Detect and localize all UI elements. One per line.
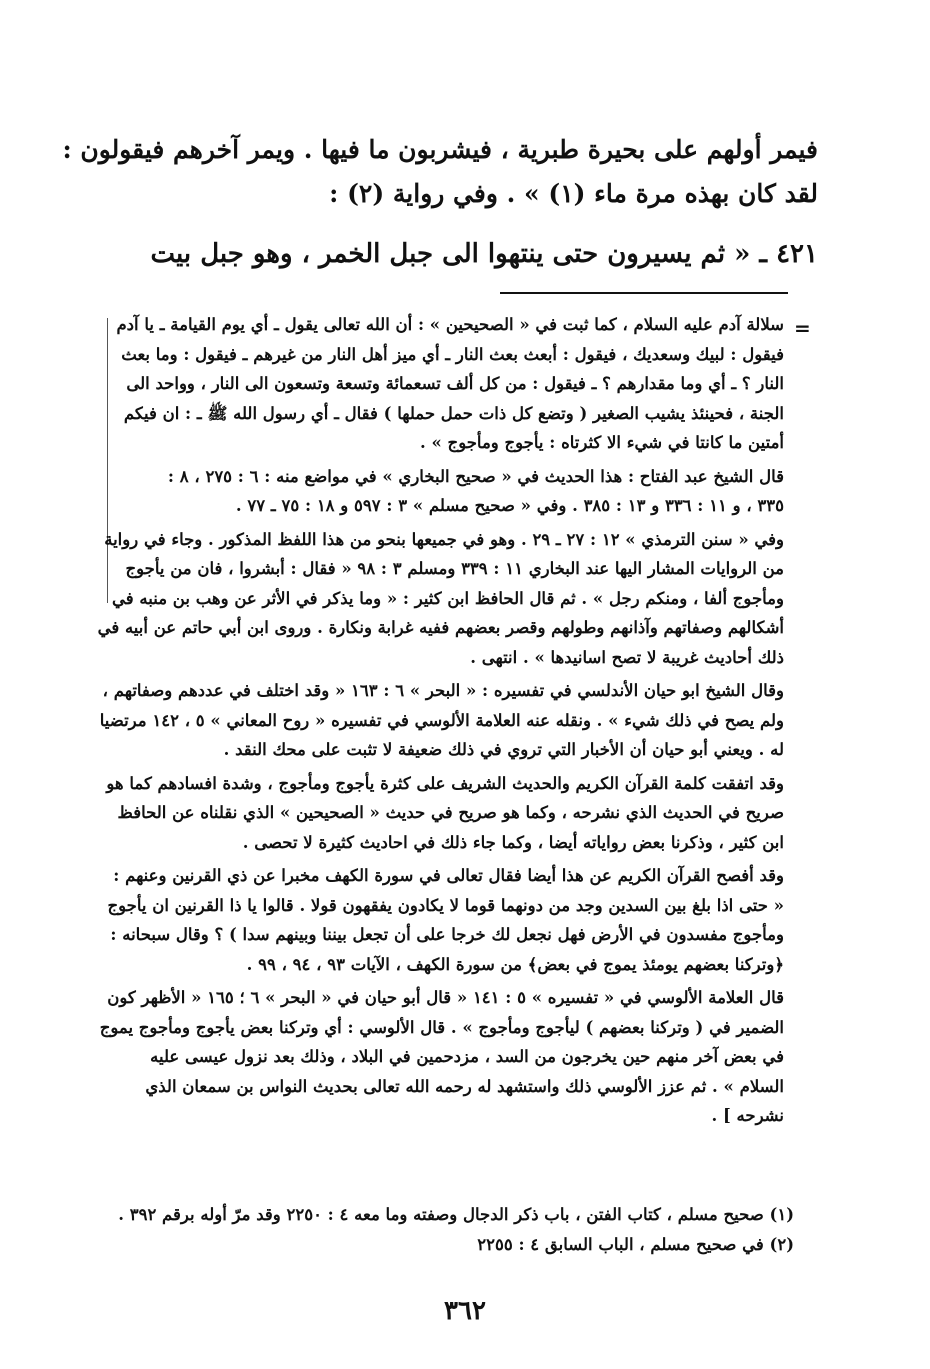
note-line: ٣٣٥ ، و ١١ : ٣٣٦ و ١٣ : ٣٨٥ . وفي « صحيح مسلم » ٣ : ٥٩٧ و ١٨ : ٧٥ ـ ٧٧ . [235, 496, 784, 515]
note-line: وقد اتفقت كلمة القرآن الكريم والحديث الشريف على كثرة يأجوج ومأجوج ، وشدة افسادهم كما هو [106, 773, 784, 793]
note-line: قال الشيخ عبد الفتاح : هذا الحديث في « صحيح البخاري » في مواضع منه : ٦ : ٢٧٥ ، ٨ : [167, 466, 784, 486]
note-paragraph [106, 769, 784, 858]
commentary-notes [97, 310, 784, 1135]
note-line: الضمير في ( وتركنا بعضهم ) ليأجوج ومأجوج » . قال الألوسي : أي وتركنا بعض يأجوج ومأجوج يموج [99, 1017, 784, 1037]
note-line: سلالة آدم عليه السلام ، كما ثبت في « الصحيحين » : أن الله تعالى يقول ـ أي يوم القيامة ـ يا آدم [116, 315, 784, 334]
continuation-marker: = [794, 316, 811, 340]
note-paragraph [99, 983, 784, 1131]
footnotes [94, 1200, 794, 1260]
footnote-2: (٢) في صحيح مسلم ، الباب السابق ٤ : ٢٢٥٥ [477, 1235, 794, 1254]
note-paragraph [109, 861, 784, 979]
note-line: أشكالهم وصفاتهم وآذانهم وطولهم وقصر بعضهم ففيه غرابة ونكارة . وروى ابن أبي حاتم عن أبيه في [97, 618, 784, 637]
note-line: ولم يصح في ذلك شيء » . ونقله عنه العلامة الألوسي في تفسيره « روح المعاني » ٥ ، ١٤٢ مرتضيا [99, 710, 784, 730]
hadith-421-line: ٤٢١ ـ « ثم يسيرون حتى ينتهوا الى جبل الخمر ، وهو جبل بيت [150, 239, 818, 269]
note-line: فيقول : لبيك وسعديك ، فيقول : أبعث بعث النار ـ أي ميز أهل النار من غيرهم ـ فيقول : وما بعث [121, 344, 784, 364]
note-line: وقال الشيخ ابو حيان الأندلسي في تفسيره : « البحر » ٦ : ١٦٣ « وقد اختلف في عددهم وصفاتهم ، [102, 681, 784, 700]
note-line: الجنة ، فحينئذ يشيب الصغير ( وتضع كل ذات حمل حملها ) فقال ـ أي رسول الله ﷺ ـ : ان فيكم [123, 403, 784, 423]
note-line: من الروايات المشار اليها عند البخاري ١١ : ٣٣٩ ومسلم ٣ : ٩٨ « فقال : أبشروا ، فان من يأجوج [125, 559, 784, 578]
main-text-line: لقد كان بهذه مرة ماء (١) » . وفي رواية (٢) : [329, 179, 818, 208]
note-paragraph [109, 462, 784, 521]
page-number: ٣٦٢ [444, 1296, 486, 1326]
margin-vertical-line [107, 318, 108, 603]
note-line: « حتى اذا بلغ بين السدين وجد من دونهما قوما لا يكادون يفقهون قولا . قالوا يا ذا القرنين ان يأجوج [107, 895, 784, 915]
note-line: ذلك أحاديث غريبة لا تصح اسانيدها » . انتهى . [470, 647, 784, 667]
note-line: له . ويعني أبو حيان أن الأخبار التي تروي في ذلك ضعيفة لا تثبت على محك النقد . [223, 740, 784, 759]
note-line: ﴿وتركنا بعضهم يومئذ يموج في بعض﴾ من سورة الكهف ، الآيات ٩٣ ، ٩٤ ، ٩٩ . [246, 954, 784, 974]
note-line: في بعض آخر منهم حين يخرجون من السد ، مزدحمين في البلاد ، وذلك بعد نزول عيسى عليه [150, 1047, 784, 1066]
note-line: ومأجوج ألفا ، ومنكم رجل » . ثم قال الحافظ ابن كثير : « وما يذكر في الأثر عن وهب بن منبه في [112, 588, 784, 608]
note-paragraph [99, 676, 784, 765]
note-line: قال العلامة الألوسي في « تفسيره » ٥ : ١٤١ « قال أبو حيان في « البحر » ٦ ؛ ١٦٥ « الأظهر كون [107, 988, 784, 1007]
note-line: نشرحه ] . [711, 1106, 784, 1125]
note-paragraph [97, 525, 784, 673]
note-line: وفي « سنن الترمذي » ١٢ : ٢٧ ـ ٢٩ . وهو في جميعها بنحو من هذا اللفظ المذكور . وجاء في رواية [104, 529, 784, 549]
footnote-1: (١) صحيح مسلم ، كتاب الفتن ، باب ذكر الدجال وصفته وما معه ٤ : ٢٢٥٠ وقد مرّ أوله برقم ٣٩٢ . [118, 1205, 794, 1224]
note-line: أمتين ما كانتا في شيء الا كثرتاه : يأجوج ومأجوج » . [420, 433, 784, 452]
note-line: صريح في الحديث الذي نشرحه ، وكما هو صريح في حديث « الصحيحين » الذي نقلناه عن الحافظ [117, 803, 784, 822]
note-line: النار ؟ ـ أي وما مقدارهم ؟ ـ فيقول : من كل ألف تسعمائة وتسعة وتسعون الى النار ، وواحد الى [126, 374, 784, 393]
main-text-line: فيمر أولهم على بحيرة طبرية ، فيشربون ما فيها . ويمر آخرهم فيقولون : [62, 135, 818, 164]
footnote-separator-rule [500, 292, 788, 294]
note-line: وقد أفصح القرآن الكريم عن هذا أيضا فقال تعالى في سورة الكهف مخبرا عن ذي القرنين وعنهم : [113, 866, 784, 885]
note-paragraph [109, 310, 784, 458]
note-line: ابن كثير ، وذكرنا بعض رواياته أيضا ، وكما جاء ذلك في احاديث كثيرة لا تحصى . [242, 832, 784, 852]
note-line: ومأجوج مفسدون في الأرض فهل نجعل لك خرجا على أن تجعل بيننا وبينهم سدا ) ؟ وقال سبحانه : [110, 925, 784, 944]
main-text [62, 128, 818, 216]
note-line: السلام » . ثم عزز الألوسي ذلك واستشهد له رحمه الله تعالى بحديث النواس بن سمعان الذي [145, 1076, 784, 1096]
